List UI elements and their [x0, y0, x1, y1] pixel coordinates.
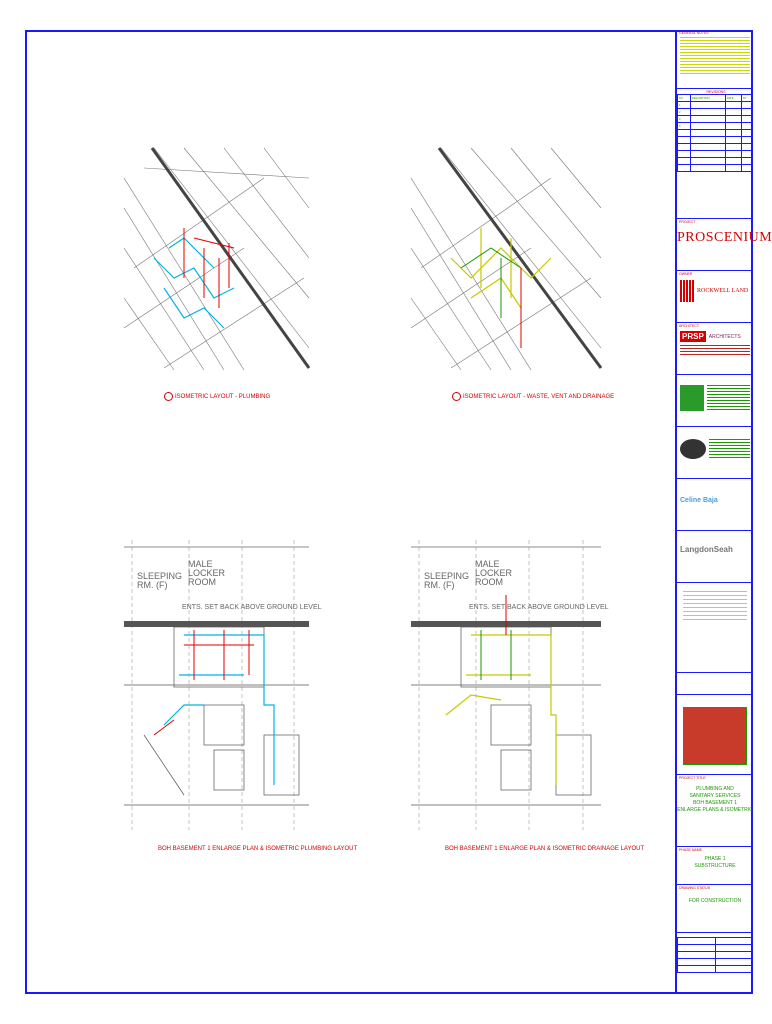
- project-title-text: PLUMBING AND SANITARY SERVICES BOH BASEMENT 1 ENLARGE PLANS & ISOMETRIC: [677, 786, 753, 813]
- prsp-logo: PRSP: [682, 332, 704, 341]
- table-row: 1: [678, 102, 753, 109]
- green-consultant-logo: [680, 385, 704, 411]
- qs-section: [677, 530, 753, 582]
- architect-logo-section: ARCHITECT PRSP ARCHITECTS: [677, 322, 753, 374]
- rockwell-logo: ROCKWELL LAND: [697, 288, 749, 294]
- consultant-section-2: [677, 426, 753, 478]
- plan-label-ground-level: ENTS. SET BACK ABOVE GROUND LEVEL: [182, 604, 322, 611]
- design-architect-section: [677, 478, 753, 530]
- viewport-isometric-plumbing: [124, 148, 309, 370]
- rev-header-no: NO.: [678, 95, 691, 102]
- general-notes-heading: GENERAL NOTES: [679, 31, 709, 35]
- table-row: 4: [678, 123, 753, 130]
- caption-enlarged-plumbing-plan: BOH BASEMENT 1 ENLARGE PLAN & ISOMETRIC PLUMBING LAYOUT: [158, 846, 358, 852]
- architects-word: ARCHITECTS: [708, 333, 741, 340]
- general-notes-section: [677, 30, 753, 88]
- consultant-section-3: [677, 582, 753, 672]
- drawing-status-section: DRAWING STATUS FOR CONSTRUCTION: [677, 884, 753, 932]
- rev-header-by: BY: [742, 95, 753, 102]
- revisions-section: [677, 88, 753, 218]
- plan-label-sleeping: SLEEPING RM. (F): [424, 571, 470, 590]
- revisions-table: [677, 94, 753, 172]
- design-architect-logo: Celine Baja: [680, 497, 718, 504]
- viewport-isometric-drainage: [411, 148, 601, 370]
- consultant-logo-icon: [680, 439, 706, 459]
- table-row: 2: [678, 109, 753, 116]
- key-plan-section: [677, 694, 753, 774]
- rev-header-date: DATE: [725, 95, 741, 102]
- drawing-info-row: [677, 672, 753, 694]
- caption-isometric-drainage: ISOMETRIC LAYOUT - WASTE, VENT AND DRAINAGE: [452, 392, 614, 401]
- plan-label-sleeping: SLEEPING RM. (F): [137, 571, 183, 590]
- rev-header-desc: DESCRIPTION: [690, 95, 725, 102]
- architect-address-block: [680, 345, 750, 357]
- revisions-heading: REVISIONS: [706, 90, 726, 94]
- plan-label-locker: MALE LOCKER ROOM: [188, 559, 226, 587]
- rockwell-mark-icon: [680, 280, 694, 302]
- table-row: 3: [678, 116, 753, 123]
- caption-enlarged-drainage-plan: BOH BASEMENT 1 ENLARGE PLAN & ISOMETRIC DRAINAGE LAYOUT: [445, 846, 645, 852]
- proscenium-logo: PROSCENIUM: [677, 230, 772, 245]
- drawing-number-section: [677, 932, 753, 992]
- owner-logo-section: OWNER ROCKWELL LAND: [677, 270, 753, 322]
- consultant-section-1: [677, 374, 753, 426]
- langdonseah-logo: LangdonSeah: [680, 545, 733, 554]
- plan-label-ground-level: ENTS. SET BACK ABOVE GROUND LEVEL: [469, 604, 609, 611]
- phase-text: PHASE 1 SUBSTRUCTURE: [694, 856, 736, 869]
- project-logo-section: PROJECT PROSCENIUM: [677, 218, 753, 270]
- general-notes-text-block: [680, 37, 750, 75]
- plan-label-locker: MALE LOCKER ROOM: [475, 559, 513, 587]
- phase-section: PHASE NAME PHASE 1 SUBSTRUCTURE: [677, 846, 753, 884]
- key-plan-map: [683, 707, 747, 765]
- caption-isometric-plumbing: ISOMETRIC LAYOUT - PLUMBING: [164, 392, 270, 401]
- drawing-status-text: FOR CONSTRUCTION: [688, 898, 742, 904]
- title-block: [675, 30, 772, 994]
- project-title-section: PROJECT TITLE PLUMBING AND SANITARY SERVICES BOH BASEMENT 1 ENLARGE PLANS & ISOMETRIC: [677, 774, 753, 846]
